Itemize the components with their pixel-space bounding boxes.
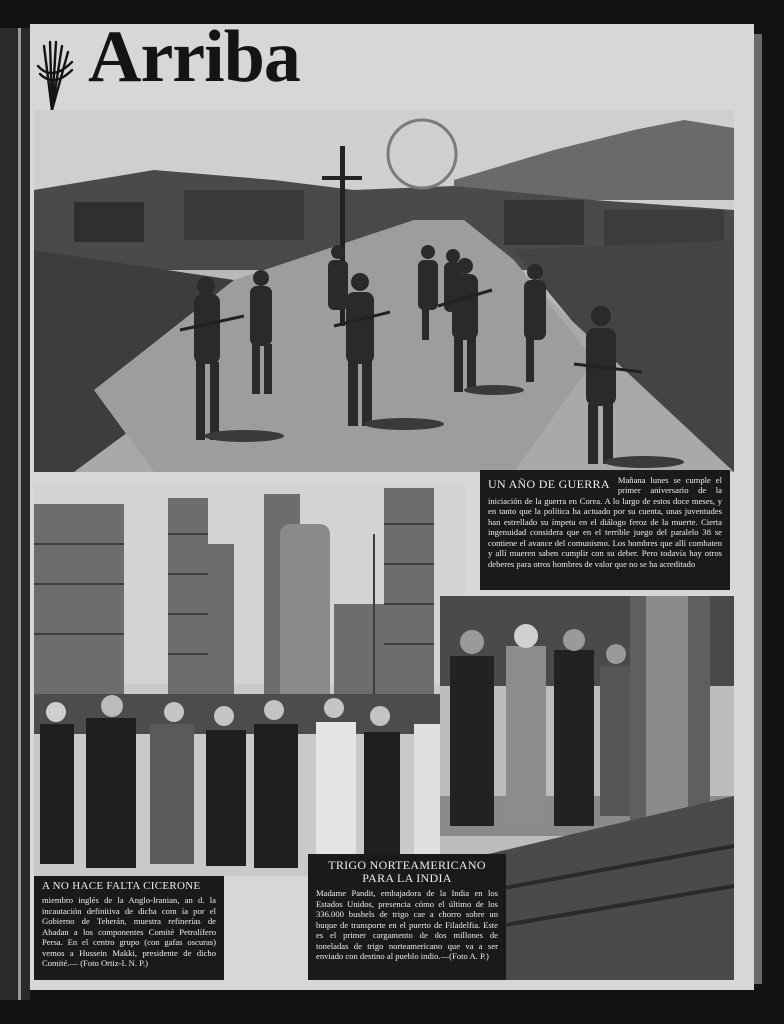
caption-un-ano-de-guerra	[480, 470, 730, 590]
caption-title: TRIGO NORTEAMERICANO PARA LA INDIA	[328, 858, 486, 885]
caption-body: Mañana lunes se cumple el primer aniversario de la iniciación de la guerra en Corea. A lo largo de estos doce meses, y en tanto que la política ha actuado por su cuenta, unas juventudes han estrellado su ímpetu en el diálogo feroz de la muerte. Cierta ingenuidad considera que en el terrible juego del paralelo 38 se contiene el avance del comunismo. Los hombres que allí combaten y allí mueren saben cumplir con su deber. Pero todavía hay otros deberes para otros hombres de valor que no se ha acreditado	[488, 475, 722, 569]
caption-body: miembro inglés de la Anglo-Iranian, an d. la incautación definitiva de dicha com ía por el Gobierno de Teherán, muestra refinerías de Abadan a los componentes Comité Petrolífero Persa. En el centro grupo (con gafas oscuras) vemos a Hussein Makki, presidente de dicho Comité.— (Foto Ortiz-I. N. P.)	[42, 895, 216, 969]
caption-body: Madame Pandit, embajadora de la India en los Estados Unidos, presencia cómo el último de los 336.000 bushels de trigo cae a chorro sobre un buque de transporte en el puerto de Filadelfia. Este es el primer cargamento de dos millones de toneladas de trigo norteamericano que va a ser enviado con destino al pueblo indio.—(Foto A. P.)	[316, 888, 498, 962]
masthead-title: Arriba	[88, 16, 300, 98]
yoke-and-arrows-icon	[34, 32, 74, 110]
magazine-page	[30, 16, 754, 990]
korea-soldiers-photo	[34, 110, 734, 472]
caption-trigo-norteamericano	[308, 854, 506, 980]
caption-title: UN AÑO DE GUERRA	[488, 477, 610, 491]
previous-page-edge	[0, 28, 30, 1000]
caption-no-hace-falta-cicerone	[34, 876, 224, 980]
caption-title: A NO HACE FALTA CICERONE	[42, 880, 201, 892]
abadan-refinery-photo	[34, 484, 466, 876]
